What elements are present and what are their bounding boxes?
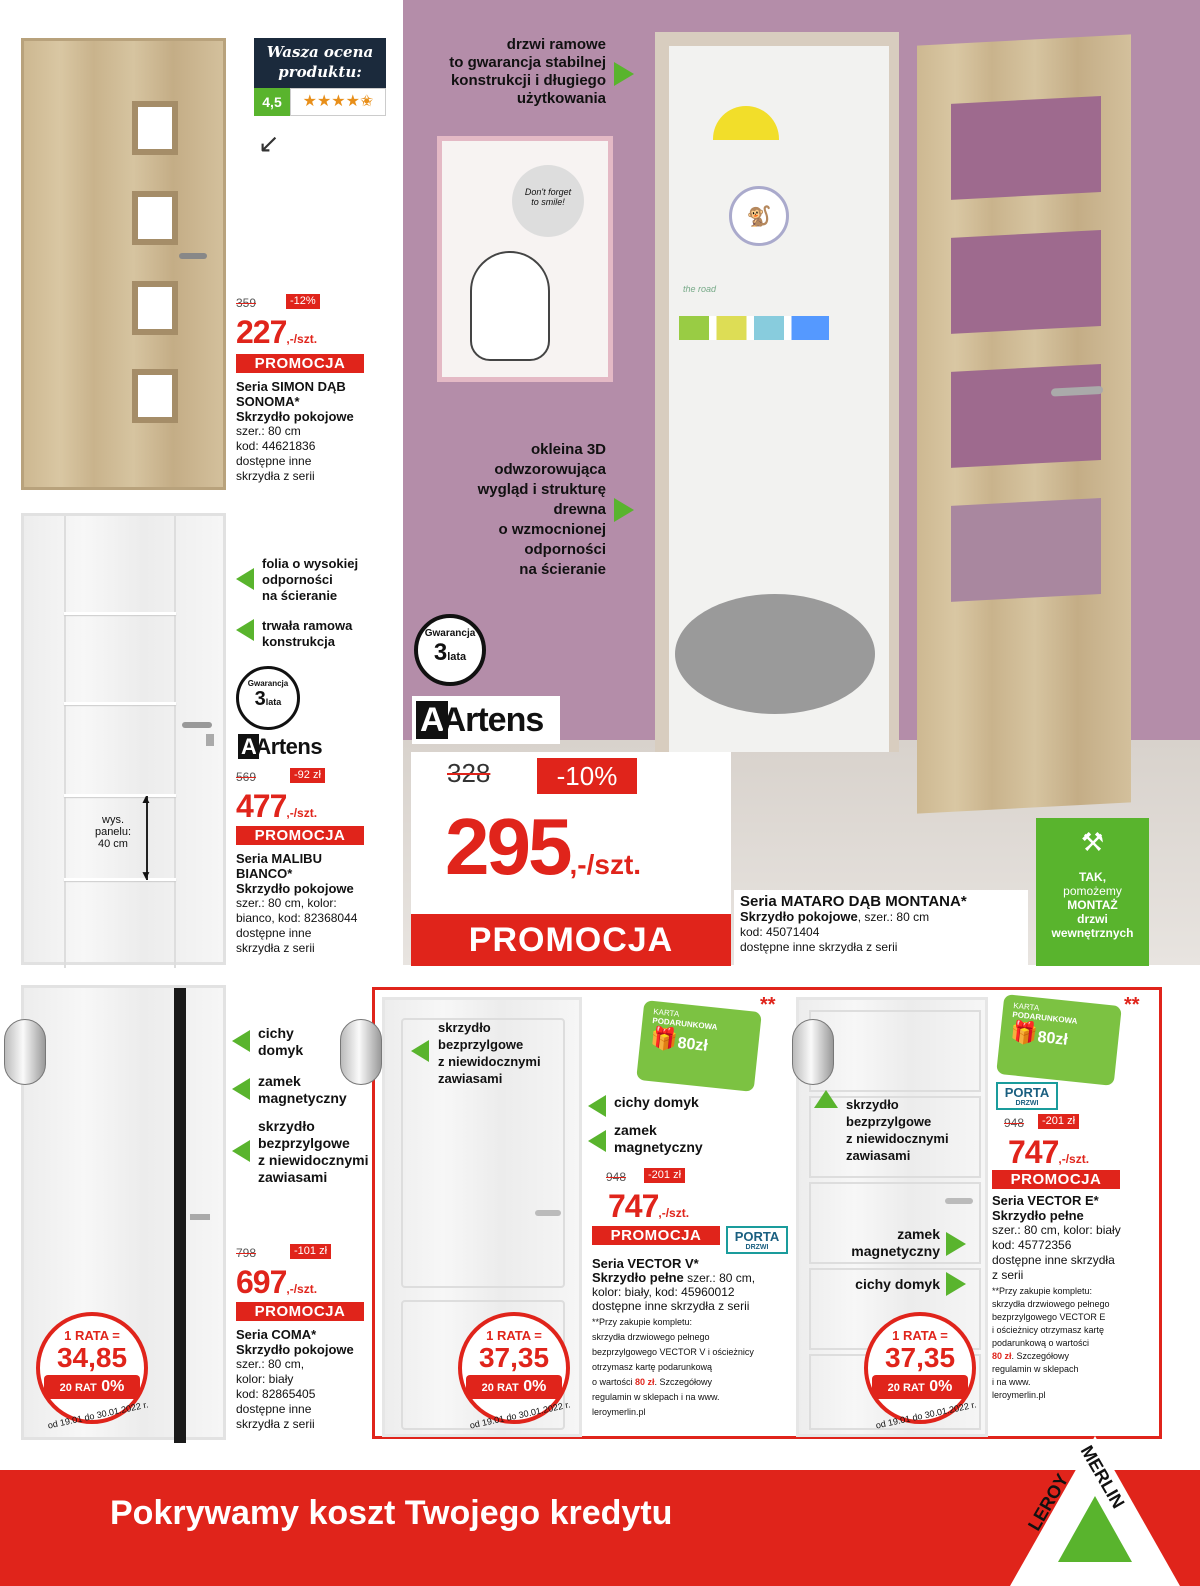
poster-text: to smile!	[531, 197, 565, 207]
rating-title-1: Wasza ocena	[266, 43, 374, 61]
promo-label: PROMOCJA	[236, 1302, 364, 1321]
installment-rate: 0%	[101, 1378, 125, 1395]
product-code: kod: 45772356	[992, 1238, 1072, 1252]
lamp-image	[713, 106, 779, 140]
old-price: 359	[236, 296, 257, 310]
gift-icon: 🎁	[1009, 1018, 1040, 1047]
monkey-clock-image: 🐒	[729, 186, 789, 246]
product-name: Seria COMA*	[236, 1327, 317, 1342]
feature-arrow-icon	[814, 1090, 838, 1108]
hinge-image	[340, 1019, 382, 1085]
product-detail: dostępne inne skrzydła	[992, 1253, 1115, 1267]
product-code: kod: 45071404	[740, 925, 820, 939]
promo-label: PROMOCJA	[236, 354, 364, 373]
panel-label: wys.	[102, 814, 124, 826]
brand-logo-porta	[726, 1226, 788, 1254]
hinge-image	[792, 1019, 834, 1085]
leroy-merlin-logo[interactable]	[1010, 1436, 1180, 1586]
gift-icon: 🎁	[649, 1024, 680, 1053]
brand-name: Artens	[441, 701, 544, 739]
installment-label: 1 RATA =	[64, 1328, 120, 1343]
feature-text: bezprzylgowe	[846, 1114, 932, 1129]
product-detail: dostępne inne skrzydła z serii	[592, 1299, 750, 1313]
footnote-text: . Szczegółowy	[654, 1377, 713, 1387]
old-price: 798	[236, 1246, 257, 1260]
footnote-text: regulamin w sklepach	[992, 1364, 1079, 1374]
star-rating-icon: ★★★★✬	[290, 88, 386, 116]
feature-text: cichy domyk	[855, 1276, 940, 1292]
product-name-2: BIANCO*	[236, 866, 293, 881]
price-unit: ,-/szt.	[286, 1282, 318, 1296]
warranty-label: Gwarancja	[247, 679, 289, 688]
product-type: Skrzydło pokojowe	[236, 881, 354, 896]
discount-badge: -10%	[537, 758, 637, 794]
product-name-2: SONOMA*	[236, 394, 300, 409]
feature-arrow-icon	[232, 1030, 250, 1052]
feature-text: cichy domyk	[614, 1094, 699, 1110]
installment-value: 37,35	[478, 1342, 550, 1373]
feature-text: zamek	[258, 1073, 301, 1089]
panel-label: panelu:	[94, 826, 132, 838]
footnote-text: o wartości	[592, 1377, 636, 1387]
promo-label: PROMOCJA	[592, 1226, 720, 1245]
mataro-details	[734, 890, 1028, 966]
footnote-text: **Przy zakupie kompletu:	[592, 1317, 693, 1327]
price: 477	[236, 788, 287, 824]
hinge-image	[4, 1019, 46, 1085]
gift-label: PODARUNKOWA	[1011, 1010, 1078, 1026]
help-text: pomożemy	[1063, 884, 1122, 898]
feature-text: zamek	[897, 1226, 940, 1242]
discount-badge: -12%	[286, 294, 320, 309]
price: 747	[608, 1188, 659, 1224]
warranty-badge	[414, 614, 486, 686]
help-text: TAK,	[1078, 870, 1107, 884]
old-price: 948	[1004, 1116, 1025, 1130]
installment-value: 37,35	[884, 1342, 956, 1373]
footnote-text: . Szczegółowy	[1011, 1351, 1070, 1361]
train-decal	[679, 316, 829, 340]
price: 295	[445, 802, 570, 891]
product-detail: dostępne inne skrzydła z serii	[740, 940, 898, 954]
warranty-unit: lata	[265, 697, 282, 707]
feature-text: skrzydło	[438, 1020, 491, 1035]
footnote-text: bezprzylgowego VECTOR V i ościeżnicy	[592, 1347, 754, 1357]
installment-rate: 0%	[523, 1378, 547, 1395]
old-price: 948	[606, 1170, 627, 1184]
promo-label: PROMOCJA	[992, 1170, 1120, 1189]
brand-name: PORTA	[734, 1229, 780, 1244]
gift-card-badge	[996, 994, 1122, 1086]
feature-text: zamek	[614, 1122, 657, 1138]
discount-badge: -92 zł	[290, 768, 325, 783]
footnote-text: otrzymasz kartę podarunkową	[592, 1362, 713, 1372]
hero-callout: konstrukcji i długiego	[450, 72, 606, 89]
gift-value: 80zł	[676, 1034, 709, 1055]
gift-value: 80zł	[1036, 1028, 1069, 1049]
feature-text: odporności	[262, 572, 333, 587]
product-code: bianco, kod: 82368044	[236, 911, 358, 925]
price-unit: ,-/szt.	[569, 849, 642, 880]
product-detail: szer.: 80 cm,	[236, 1357, 305, 1371]
installment-count: 20 RAT	[481, 1382, 519, 1394]
feature-text: skrzydło	[846, 1097, 899, 1112]
product-detail: z serii	[992, 1268, 1024, 1282]
brand-logo-artens	[238, 734, 322, 760]
footnote-value: 80 zł	[635, 1377, 655, 1387]
product-name: Seria VECTOR V*	[592, 1256, 699, 1271]
installment-count: 20 RAT	[887, 1382, 925, 1394]
installment-count: 20 RAT	[59, 1382, 97, 1394]
price-unit: ,-/szt.	[658, 1206, 690, 1220]
feature-arrow-icon	[411, 1040, 429, 1062]
feature-text: domyk	[258, 1042, 304, 1058]
feature-text: zawiasami	[258, 1169, 328, 1185]
installment-dates: od 19.01 do 30.01.2022 r.	[46, 1399, 150, 1431]
arrow-down-left-icon: ↙	[258, 128, 280, 158]
warranty-years: 3	[254, 688, 266, 710]
feature-text: z niewidocznymi	[258, 1152, 369, 1168]
poster-text: Don't forget	[524, 187, 572, 197]
door-image-malibu: ▲ ▼ wys. panelu: 40 cm	[21, 513, 226, 965]
product-detail: skrzydła z serii	[236, 1417, 315, 1431]
feature-text: skrzydło	[258, 1118, 315, 1134]
product-detail: dostępne inne	[236, 1402, 312, 1416]
product-simon[interactable]	[236, 294, 386, 484]
hero-callout: to gwarancja stabilnej	[449, 54, 606, 71]
door-image-simon	[21, 38, 226, 490]
help-text: MONTAŻ	[1067, 898, 1118, 912]
rating-score: 4,5	[254, 88, 290, 116]
door-frame	[655, 32, 899, 752]
product-name: Seria MALIBU	[236, 851, 322, 866]
footnote-stars: **	[1124, 994, 1140, 1016]
gift-card-badge	[636, 1000, 762, 1092]
feature-text: trwała ramowa	[262, 618, 353, 633]
product-code: kod: 44621836	[236, 439, 316, 453]
feature-arrow-icon	[232, 1078, 250, 1100]
warranty-badge	[236, 666, 300, 730]
brand-name: PORTA	[1004, 1085, 1050, 1100]
brand-name: Artens	[255, 734, 323, 759]
feature-arrow-icon	[588, 1095, 606, 1117]
gift-label: KARTA	[1012, 1001, 1040, 1013]
artens-logo-icon: A	[238, 734, 259, 759]
installment-label: 1 RATA =	[486, 1328, 542, 1343]
footnote-value: 80 zł	[992, 1351, 1012, 1361]
footnote-text: regulamin w sklepach i na www.	[592, 1392, 720, 1402]
feature-text: magnetyczny	[258, 1090, 347, 1106]
feature-text: cichy	[258, 1025, 294, 1041]
promo-label: PROMOCJA	[236, 826, 364, 845]
product-coma[interactable]	[236, 1244, 386, 1432]
product-code: kod: 82865405	[236, 1387, 316, 1401]
feature-arrow-icon	[236, 568, 254, 590]
feature-text: bezprzylgowe	[258, 1135, 350, 1151]
footnote-text: **Przy zakupie kompletu:	[992, 1286, 1093, 1296]
product-detail: , szer.: 80 cm	[857, 910, 930, 924]
gift-label: PODARUNKOWA	[651, 1016, 718, 1032]
feature-text: magnetyczny	[851, 1243, 940, 1259]
product-vector-v[interactable]	[592, 1168, 792, 1420]
rating-badge	[254, 38, 386, 118]
rug-image	[675, 594, 875, 714]
product-code: kolor: biały, kod: 45960012	[592, 1285, 735, 1299]
artens-logo-icon: A	[416, 701, 448, 739]
footnote-text: skrzydła drzwiowego pełnego	[992, 1299, 1110, 1309]
hero-callout: o wzmocnionej	[498, 521, 606, 538]
callout-arrow-icon	[614, 498, 634, 522]
gift-label: KARTA	[652, 1007, 680, 1019]
old-price: 328	[447, 758, 491, 788]
tools-icon: ⚒	[1080, 827, 1105, 857]
installment-dates: od 19.01 do 30.01.2022 r.	[874, 1399, 978, 1431]
installation-help-badge[interactable]	[1036, 818, 1149, 966]
hero-callout: wygląd i strukturę	[477, 481, 606, 498]
product-type: Skrzydło pełne	[992, 1208, 1084, 1223]
price-unit: ,-/szt.	[286, 806, 318, 820]
brand-sub: DRZWI	[1015, 1100, 1039, 1107]
product-malibu[interactable]	[236, 768, 386, 956]
footnote-text: bezprzylgowego VECTOR E	[992, 1312, 1106, 1322]
product-type: Skrzydło pełne	[592, 1270, 684, 1285]
product-detail: szer.: 80 cm	[236, 424, 301, 438]
installment-dates: od 19.01 do 30.01.2022 r.	[468, 1399, 572, 1431]
product-name: Seria VECTOR E*	[992, 1193, 1099, 1208]
logo-text: MERLIN	[1076, 1442, 1129, 1512]
hero-callout: na ścieranie	[519, 561, 606, 578]
price: 747	[1008, 1134, 1059, 1170]
panel-label: 40 cm	[98, 838, 128, 850]
feature-text: na ścieranie	[262, 588, 338, 603]
help-text: drzwi	[1077, 912, 1108, 926]
footnote-text: i ościeżnicy otrzymasz kartę	[992, 1325, 1105, 1335]
feature-arrow-icon	[946, 1232, 966, 1256]
hero-callout: użytkowania	[516, 90, 606, 107]
footnote-link[interactable]: leroymerlin.pl	[592, 1407, 646, 1417]
footnote-text: skrzydła drzwiowego pełnego	[592, 1332, 710, 1342]
price-unit: ,-/szt.	[1058, 1152, 1090, 1166]
callout-arrow-icon	[614, 62, 634, 86]
discount-badge: -201 zł	[644, 1168, 685, 1183]
hero-callout: drewna	[553, 501, 606, 518]
discount-badge: -101 zł	[290, 1244, 331, 1259]
door-image-mataro	[917, 34, 1131, 813]
product-vector-e[interactable]	[992, 1114, 1154, 1402]
product-detail: szer.: 80 cm,	[683, 1271, 756, 1285]
feature-arrow-icon	[588, 1130, 606, 1152]
warranty-unit: lata	[447, 651, 467, 663]
footnote-stars: **	[760, 994, 776, 1016]
feature-arrow-icon	[946, 1272, 966, 1296]
installment-rate: 0%	[929, 1378, 953, 1395]
product-name: Seria SIMON DĄB	[236, 379, 346, 394]
wall-decal-text: the road	[683, 284, 717, 294]
help-text: wewnętrznych	[1051, 926, 1134, 940]
warranty-years: 3	[433, 639, 448, 666]
poster-image	[437, 136, 613, 382]
discount-badge: -201 zł	[1038, 1114, 1079, 1129]
old-price: 569	[236, 770, 257, 784]
product-detail: kolor: biały	[236, 1372, 294, 1386]
product-detail: szer.: 80 cm, kolor: biały	[992, 1223, 1121, 1237]
feature-text: z niewidocznymi	[438, 1054, 541, 1069]
rating-title-2: produktu:	[278, 63, 362, 81]
brand-sub: DRZWI	[745, 1244, 769, 1251]
product-detail: skrzydła z serii	[236, 469, 315, 483]
footnote-text: podarunkową o wartości	[992, 1338, 1090, 1348]
product-detail: szer.: 80 cm, kolor:	[236, 896, 337, 910]
bear-illustration	[470, 251, 550, 361]
price-unit: ,-/szt.	[286, 332, 318, 346]
feature-text: z niewidocznymi	[846, 1131, 949, 1146]
footer-slogan: Pokrywamy koszt Twojego kredytu	[110, 1494, 673, 1532]
hero-callout: okleina 3D	[530, 441, 606, 458]
product-detail: skrzydła z serii	[236, 941, 315, 955]
feature-text: zawiasami	[846, 1148, 911, 1163]
promo-label: PROMOCJA	[411, 914, 731, 966]
product-detail: dostępne inne	[236, 454, 312, 468]
logo-text: LEROY	[1024, 1470, 1073, 1534]
hero-callout: odporności	[524, 541, 606, 558]
product-name: Seria MATARO DĄB MONTANA*	[740, 893, 967, 910]
feature-text: magnetyczny	[614, 1139, 703, 1155]
product-type: Skrzydło pokojowe	[740, 909, 858, 924]
product-type: Skrzydło pokojowe	[236, 409, 354, 424]
installment-value: 34,85	[56, 1342, 128, 1373]
product-mataro[interactable]	[411, 752, 731, 966]
feature-text: konstrukcja	[262, 634, 335, 649]
installment-label: 1 RATA =	[892, 1328, 948, 1343]
price: 697	[236, 1264, 287, 1300]
feature-text: bezprzylgowe	[438, 1037, 524, 1052]
feature-text: zawiasami	[438, 1071, 503, 1086]
footnote-link[interactable]: leroymerlin.pl	[992, 1390, 1046, 1400]
feature-text: folia o wysokiej	[262, 556, 359, 571]
product-type: Skrzydło pokojowe	[236, 1342, 354, 1357]
hero-callout: drzwi ramowe	[506, 36, 606, 53]
feature-arrow-icon	[236, 619, 254, 641]
brand-logo-artens	[412, 696, 560, 744]
feature-arrow-icon	[232, 1140, 250, 1162]
price: 227	[236, 314, 287, 350]
brand-logo-porta	[996, 1082, 1058, 1110]
footnote-text: i na www.	[992, 1377, 1031, 1387]
product-detail: dostępne inne	[236, 926, 312, 940]
hero-callout: odwzorowująca	[494, 461, 606, 478]
warranty-label: Gwarancja	[424, 628, 476, 639]
